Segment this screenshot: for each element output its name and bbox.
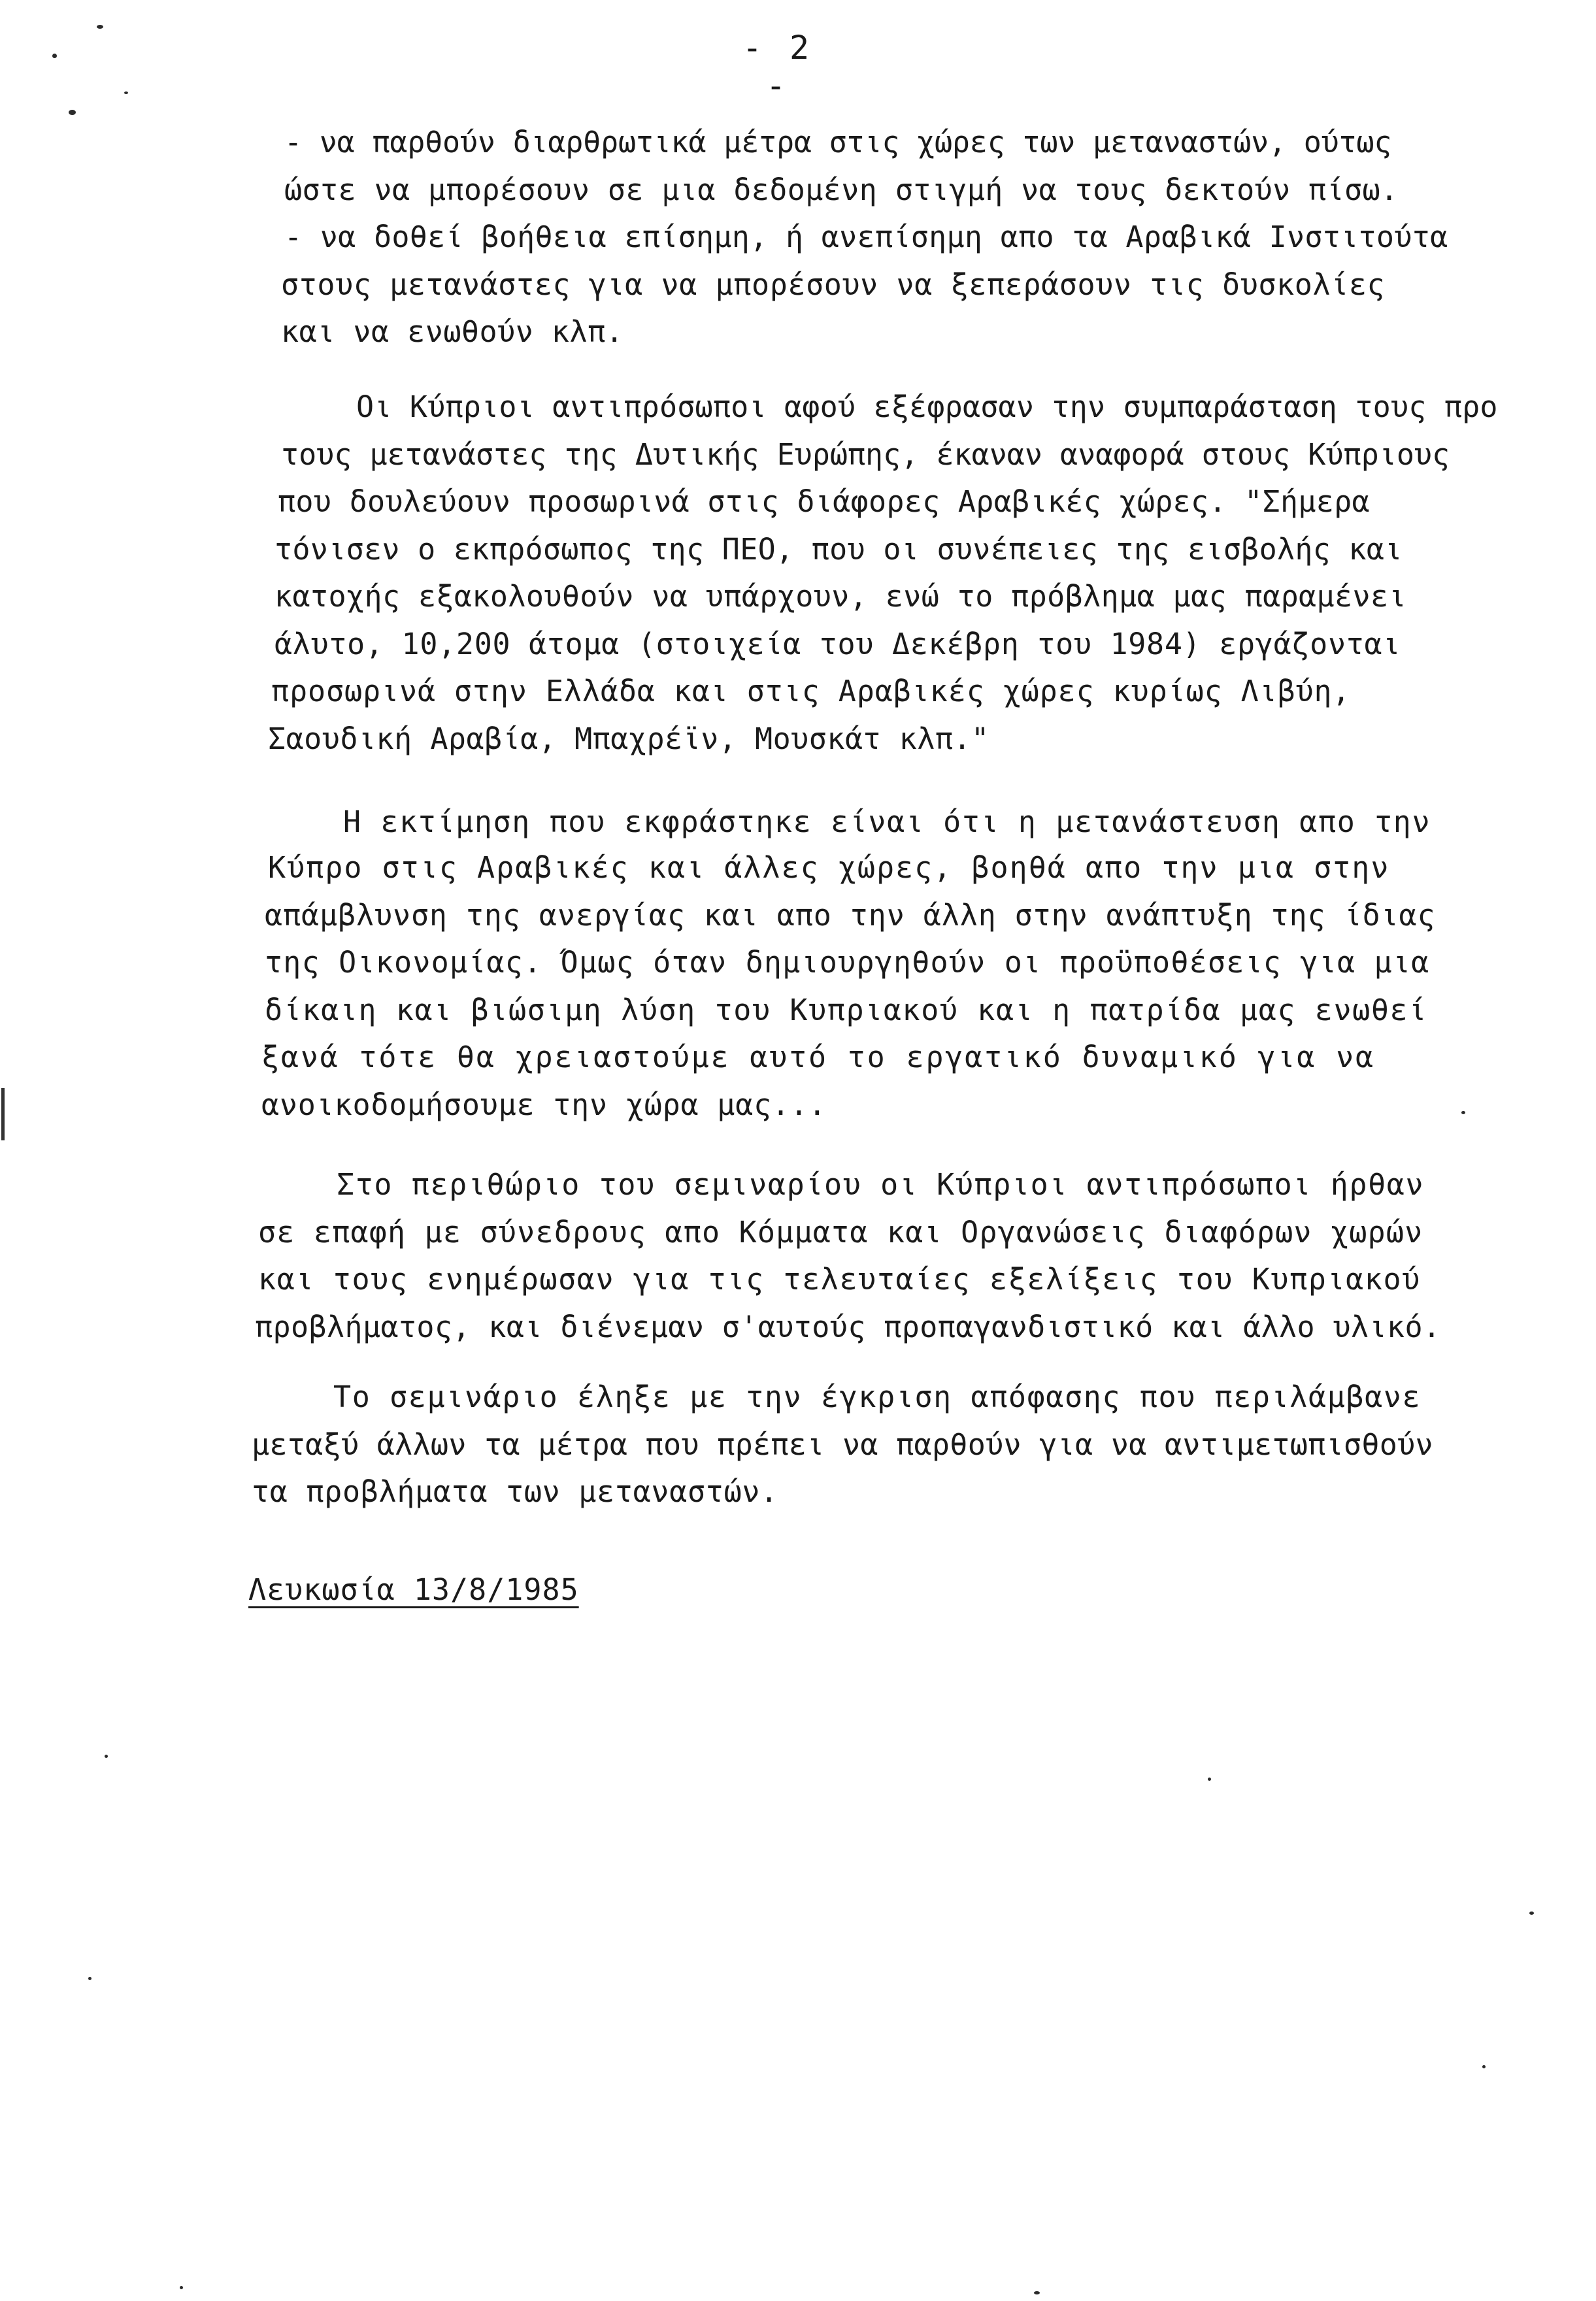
text-line: μεταξύ άλλων τα μέτρα που πρέπει να παρθούν για να αντιμετωπισθούν: [252, 1427, 1433, 1462]
scan-speck: [1529, 1912, 1534, 1915]
text-line: κατοχής εξακολουθούν να υπάρχουν, ενώ το πρόβλημα μας παραμένει: [274, 579, 1407, 614]
text-line: προβλήματος, και διένεμαν σ'αυτούς προπαγανδιστικό και άλλο υλικό.: [255, 1310, 1441, 1344]
text-line: και τους ενημέρωσαν για τις τελευταίες εξελίξεις του Κυπριακού: [258, 1262, 1421, 1297]
text-line: τα προβλήματα των μεταναστών.: [252, 1474, 778, 1509]
scan-speck: [124, 91, 128, 94]
scan-speck: [88, 1977, 91, 1980]
scan-speck: [105, 1755, 108, 1758]
text-line: ξανά τότε θα χρειαστούμε αυτό το εργατικό δυναμικό για να: [261, 1040, 1375, 1074]
text-line: που δουλεύουν προσωρινά στις διάφορες Αραβικές χώρες. "Σήμερα: [278, 484, 1370, 519]
scan-speck: [1034, 2291, 1040, 2294]
text-line: Οι Κύπριοι αντιπρόσωποι αφού εξέφρασαν την συμπαράσταση τους προ: [356, 389, 1498, 424]
text-line: και να ενωθούν κλπ.: [281, 314, 624, 349]
text-line: Σαουδική Αραβία, Μπαχρέϊν, Μουσκάτ κλπ.": [268, 721, 989, 756]
text-line: ανοικοδομήσουμε την χώρα μας...: [261, 1087, 827, 1122]
text-line: δίκαιη και βιώσιμη λύση του Κυπριακού και η πατρίδα μας ενωθεί: [265, 993, 1427, 1027]
scan-speck: [69, 110, 76, 115]
scan-speck: [52, 54, 57, 58]
document-date: Λευκωσία 13/8/1985: [248, 1572, 579, 1607]
text-line: - να παρθούν διαρθρωτικά μέτρα στις χώρες των μεταναστών, ούτως: [284, 125, 1392, 159]
text-line: άλυτο, 10,200 άτομα (στοιχεία του Δεκέβρη του 1984) εργάζονται: [274, 627, 1401, 661]
scan-speck: [1482, 2065, 1486, 2068]
text-line: τόνισεν ο εκπρόσωπος της ΠΕΟ, που οι συνέπειες της εισβολής και: [274, 532, 1403, 567]
text-line: - να δοθεί βοήθεια επίσημη, ή ανεπίσημη απο τα Αραβικά Ινστιτούτα: [284, 220, 1448, 254]
page-number: - 2 -: [742, 29, 814, 105]
text-line: σε επαφή με σύνεδρους απο Κόμματα και Οργανώσεις διαφόρων χωρών: [258, 1215, 1423, 1250]
text-line: Κύπρο στις Αραβικές και άλλες χώρες, βοηθά απο την μια στην: [268, 850, 1390, 885]
scan-speck: [1208, 1778, 1211, 1781]
text-line: Το σεμινάριο έληξε με την έγκριση απόφασης που περιλάμβανε: [333, 1380, 1421, 1414]
text-line: στους μετανάστες για να μπορέσουν να ξεπεράσουν τις δυσκολίες: [281, 267, 1386, 302]
scan-speck: [97, 25, 103, 29]
text-line: ώστε να μπορέσουν σε μια δεδομένη στιγμή να τους δεκτούν πίσω.: [284, 173, 1399, 207]
scan-speck: [1461, 1111, 1465, 1114]
text-line: Στο περιθώριο του σεμιναρίου οι Κύπριοι αντιπρόσωποι ήρθαν: [337, 1167, 1425, 1202]
margin-mark: [1, 1088, 5, 1140]
text-line: απάμβλυνση της ανεργίας και απο την άλλη στην ανάπτυξη της ίδιας: [265, 898, 1436, 933]
text-line: προσωρινά στην Ελλάδα και στις Αραβικές χώρες κυρίως Λιβύη,: [271, 674, 1351, 708]
text-line: Η εκτίμηση που εκφράστηκε είναι ότι η μετανάστευση απο την: [343, 804, 1431, 839]
text-line: της Οικονομίας. Όμως όταν δημιουργηθούν οι προϋποθέσεις για μια: [265, 945, 1430, 980]
text-line: τους μετανάστες της Δυτικής Ευρώπης, έκαναν αναφορά στους Κύπριους: [281, 437, 1450, 472]
scan-speck: [180, 2286, 183, 2289]
